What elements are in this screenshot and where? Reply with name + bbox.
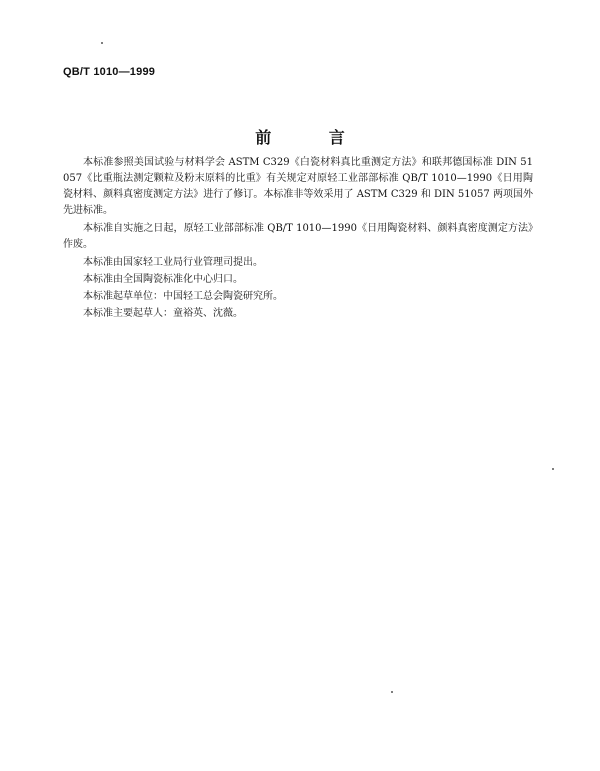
paragraph-supersession: 本标准自实施之日起，原轻工业部部标准 QB/T 1010—1990《日用陶瓷材料、颜料真密度测定方法》作废。	[63, 223, 533, 250]
paragraph-administered-by: 本标准由全国陶瓷标准化中心归口。	[83, 274, 243, 285]
scan-speck	[101, 42, 103, 44]
paragraph-drafting-unit: 本标准起草单位：中国轻工总会陶瓷研究所。	[83, 291, 283, 302]
paragraph-proposed-by: 本标准由国家轻工业局行业管理司提出。	[83, 257, 263, 268]
scan-speck	[552, 468, 554, 470]
page-title: 前 言	[255, 128, 371, 147]
foreword-body	[63, 155, 533, 323]
scan-speck	[391, 691, 393, 693]
paragraph-main-drafters: 本标准主要起草人：童裕英、沈薇。	[83, 308, 243, 319]
paragraph-reference-standards: 本标准参照美国试验与材料学会 ASTM C329《白瓷材料真比重测定方法》和联邦德国标准 DIN 51057《比重瓶法测定颗粒及粉末原料的比重》有关规定对原轻工业部部标准 QB/T 1010—1990《日用陶瓷材料、颜料真密度测定方法》进行了修订。本标准非等效采用了 ASTM C329 和 DIN 51057 两项国外先进标准。	[63, 157, 533, 216]
standard-code: QB/T 1010—1999	[63, 66, 156, 78]
